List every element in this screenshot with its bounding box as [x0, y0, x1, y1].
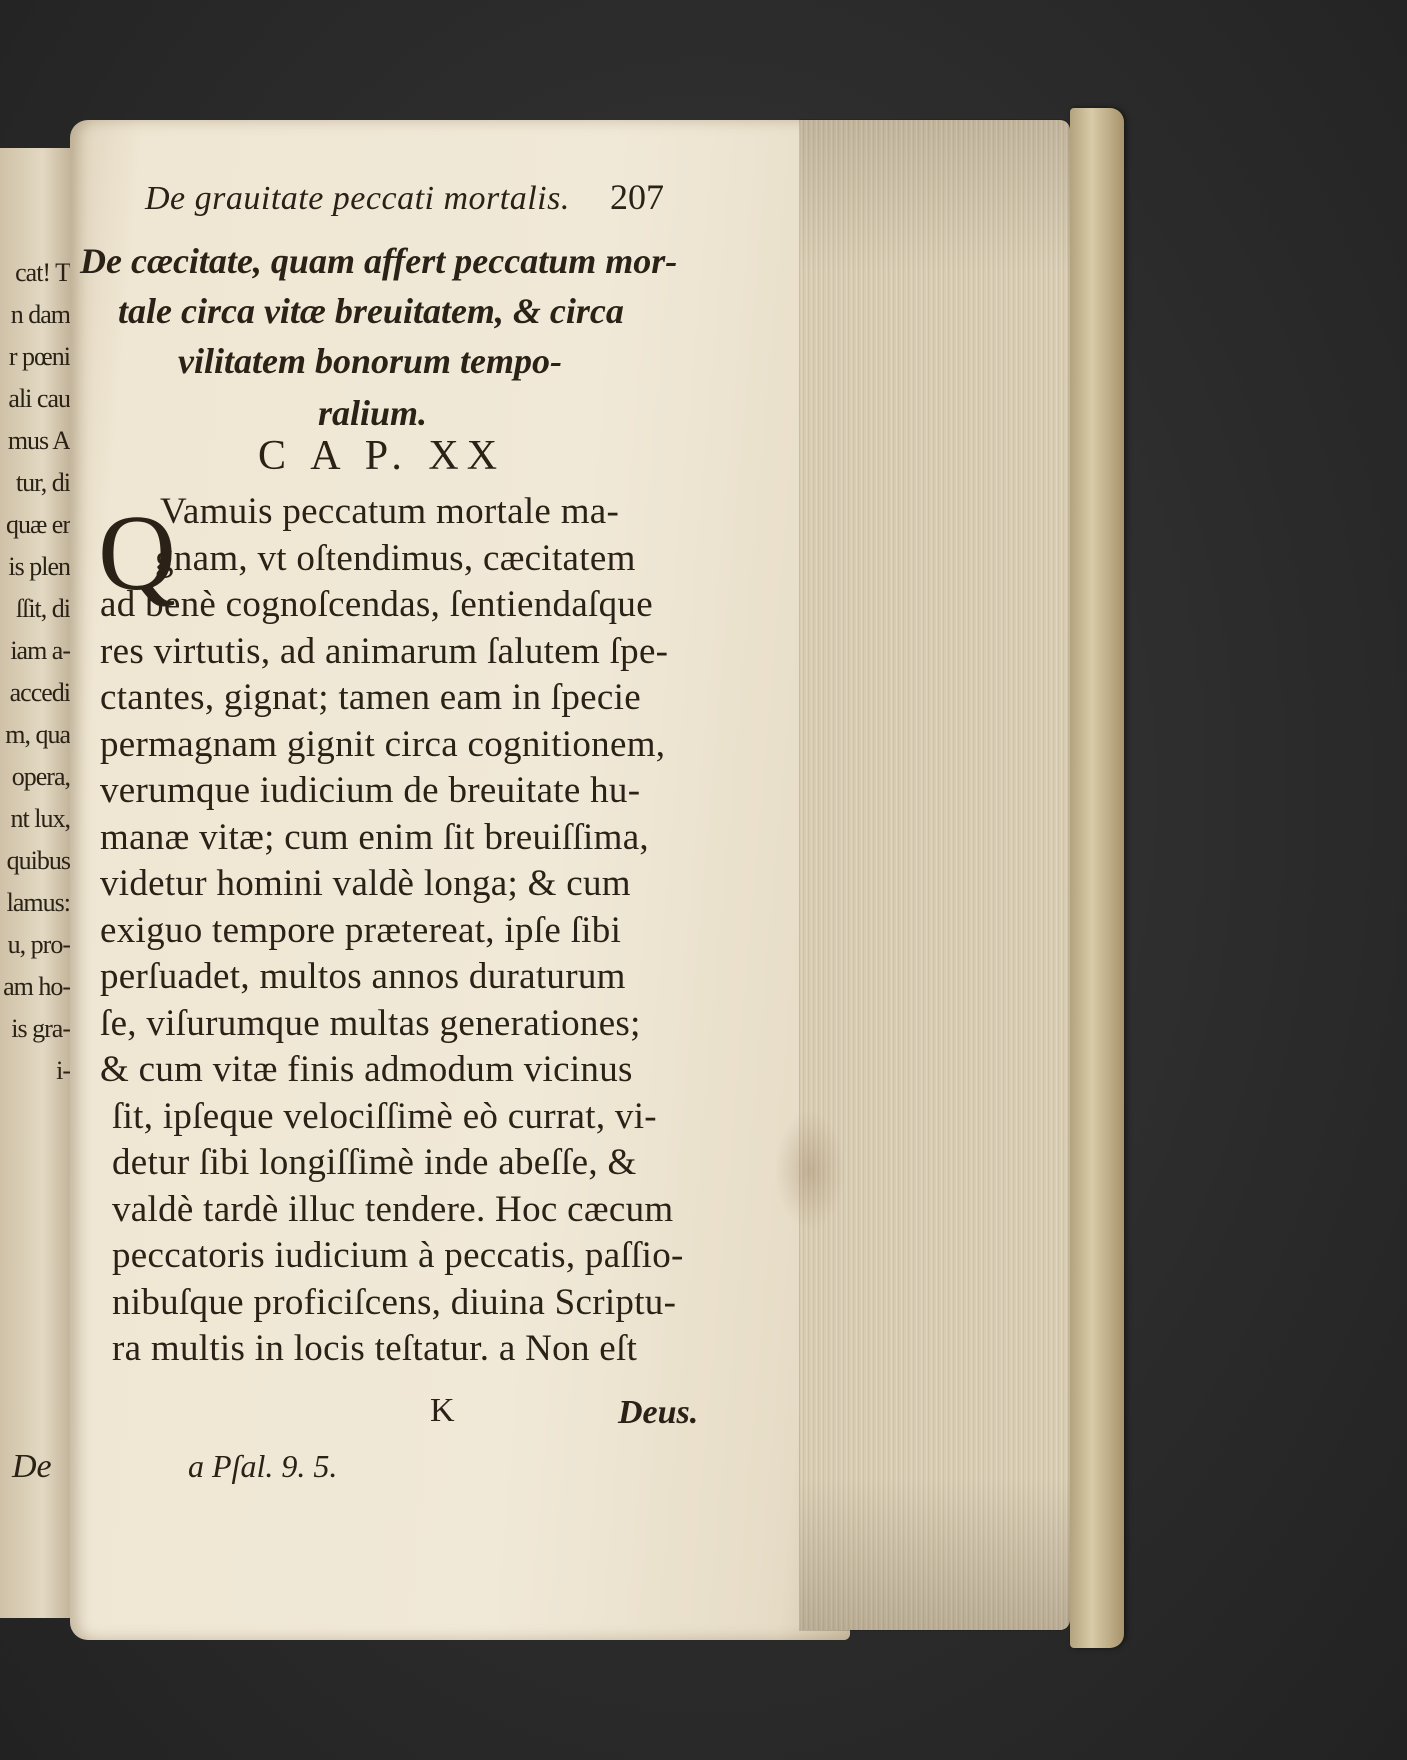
left-page-catchword: De: [12, 1448, 52, 1485]
page-block-shade: [800, 120, 1070, 1630]
left-page-line: n dam: [10, 300, 70, 329]
running-head: De grauitate peccati mortalis.: [145, 180, 570, 217]
body-line: Vamuis peccatum mortale ma-: [160, 491, 620, 532]
left-page-line: quæ er: [5, 510, 70, 539]
body-line: ſe, viſurumque multas generationes;: [100, 1002, 641, 1044]
left-page-line: u, pro-: [7, 930, 70, 959]
left-page-line: lamus:: [6, 888, 70, 917]
body-line: peccatoris iudicium à peccatis, paſſio-: [112, 1235, 684, 1276]
left-page-line: ali cau: [8, 384, 70, 413]
catchword: Deus.: [618, 1394, 699, 1431]
left-page-line: mus A: [7, 426, 70, 455]
left-page-line: quibus: [6, 846, 70, 875]
left-page-line: r pœni: [8, 342, 70, 371]
left-page-line: i-: [56, 1056, 70, 1085]
paper-stain: [775, 1110, 845, 1230]
signature-mark: K: [430, 1392, 455, 1429]
book-cover: [1070, 108, 1124, 1648]
heading-line-4: ralium.: [318, 393, 428, 433]
left-page-line: ſſit, di: [15, 594, 70, 623]
footnote: a Pſal. 9. 5.: [188, 1448, 338, 1484]
left-page-line: nt lux,: [10, 804, 70, 833]
left-page-line: accedi: [9, 678, 70, 707]
body-line: perſuadet, multos annos duraturum: [100, 956, 626, 997]
heading-line-2: tale circa vitæ breuitatem, & circa: [118, 291, 624, 331]
body-line: ra multis in locis teſtatur. a Non eſt: [112, 1328, 638, 1369]
left-page-line: tur, di: [15, 468, 70, 497]
heading-line-1: De cæcitate, quam affert peccatum mor-: [80, 241, 678, 281]
left-page-line: am ho-: [3, 972, 70, 1001]
page-number: 207: [610, 177, 664, 217]
body-line: videtur homini valdè longa; & cum: [100, 863, 631, 904]
body-line: ad benè cognoſcendas, ſentiendaſque: [100, 584, 653, 625]
body-line: permagnam gignit circa cognitionem,: [100, 723, 666, 765]
left-page-edge: [0, 148, 78, 1618]
left-page-line: iam a-: [10, 636, 70, 665]
heading-line-3: vilitatem bonorum tempo-: [178, 341, 562, 381]
drop-cap: Q: [98, 494, 176, 613]
body-line: gnam, vt oſtendimus, cæcitatem: [155, 537, 636, 579]
left-page-line: opera,: [11, 762, 70, 791]
body-line: valdè tardè illuc tendere. Hoc cæcum: [112, 1188, 674, 1230]
left-page-line: is plen: [8, 552, 70, 581]
body-line: detur ſibi longiſſimè inde abeſſe, &: [112, 1142, 637, 1183]
left-page-line: cat! T: [15, 258, 70, 287]
left-page-line: m, qua: [5, 720, 70, 749]
body-line: ſit, ipſeque velociſſimè eò currat, vi-: [112, 1095, 657, 1137]
body-line: ctantes, gignat; tamen eam in ſpecie: [100, 677, 641, 718]
body-line: res virtutis, ad animarum ſalutem ſpe-: [100, 630, 669, 672]
body-line: nibuſque proficiſcens, diuina Scriptu-: [112, 1281, 677, 1323]
left-page-line: is gra-: [11, 1014, 70, 1043]
body-line: manæ vitæ; cum enim ſit breuiſſima,: [100, 816, 649, 858]
chapter-heading: C A P. XX: [258, 433, 506, 479]
body-line: exiguo tempore prætereat, ipſe ſibi: [100, 909, 622, 951]
body-line: & cum vitæ finis admodum vicinus: [100, 1049, 633, 1090]
body-line: verumque iudicium de breuitate hu-: [100, 770, 641, 811]
